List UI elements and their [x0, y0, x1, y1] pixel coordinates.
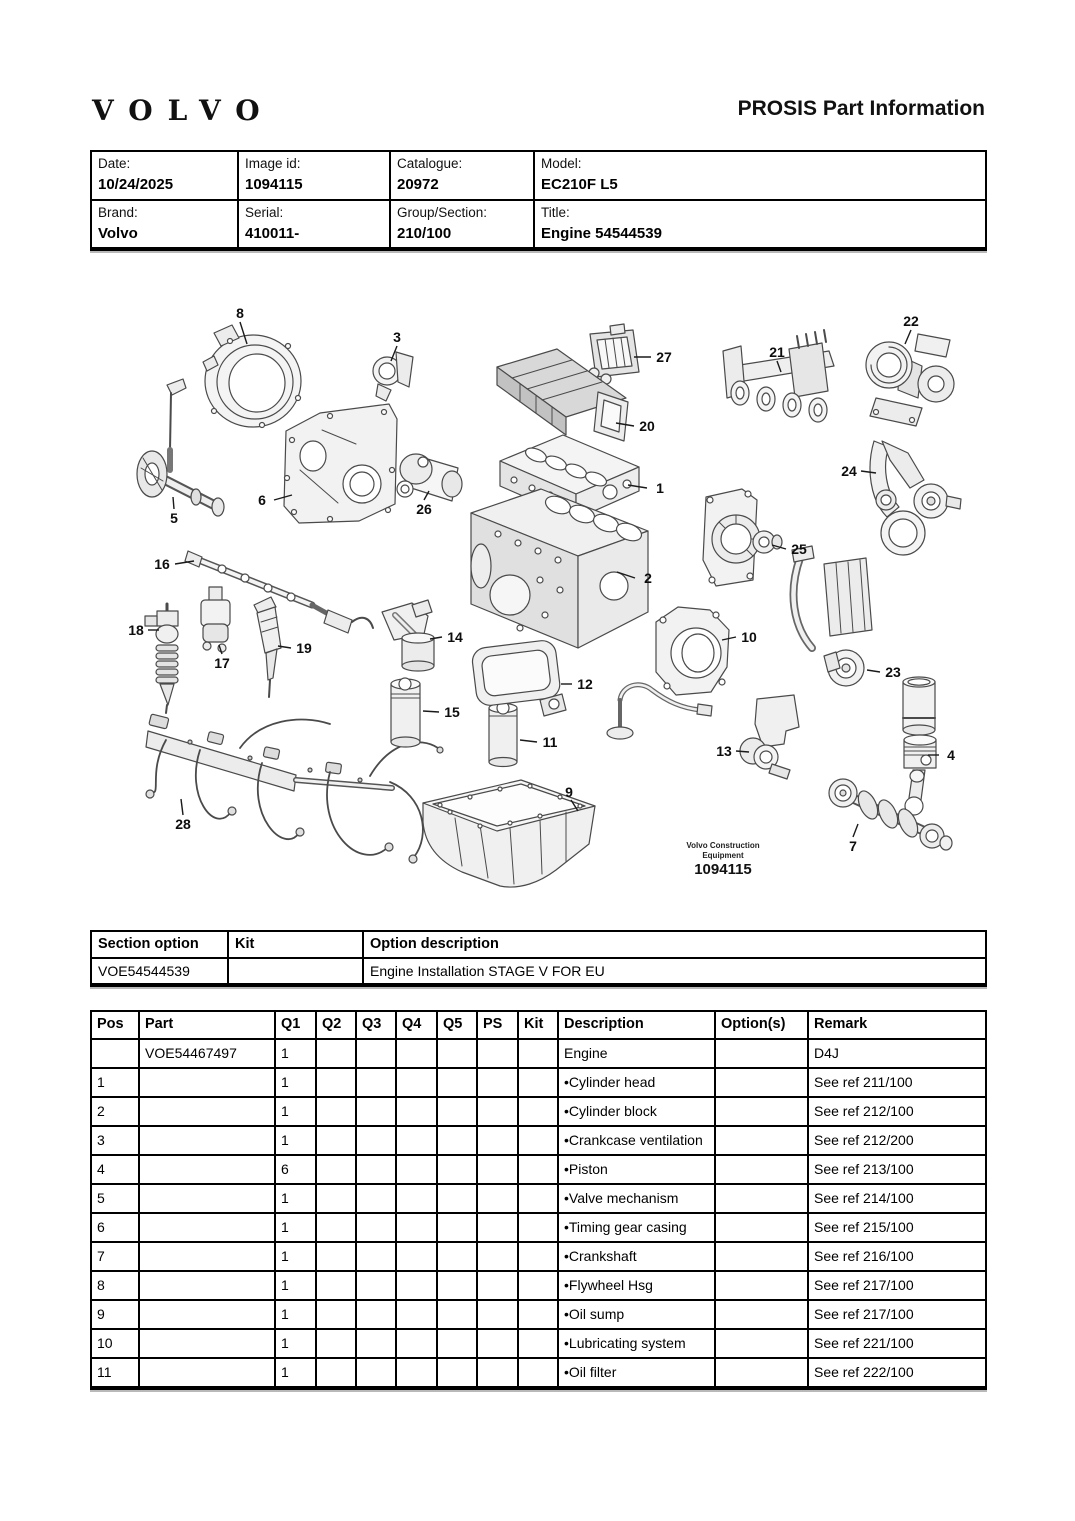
part-22-turbocharger	[866, 334, 954, 426]
col-header-kit: Kit	[518, 1011, 558, 1039]
table-cell: 8	[91, 1271, 139, 1300]
table-cell	[139, 1213, 275, 1242]
table-row	[91, 1271, 986, 1300]
part-19-injector	[254, 597, 281, 697]
table-cell	[139, 1300, 275, 1329]
part-13-bracket-mount	[740, 695, 799, 779]
callout-number-15: 15	[444, 704, 460, 720]
table-cell: •Cylinder block	[558, 1097, 715, 1126]
table-cell	[396, 1184, 437, 1213]
callout-number-20: 20	[639, 418, 655, 434]
table-row	[91, 1039, 986, 1068]
table-cell	[316, 1213, 356, 1242]
table-row	[91, 1184, 986, 1213]
callout-number-24: 24	[841, 463, 857, 479]
callout-number-11: 11	[542, 734, 558, 750]
callout-number-16: 16	[154, 556, 170, 572]
part-2-cylinder-block	[471, 489, 648, 648]
table-cell: See ref 222/100	[808, 1358, 986, 1388]
part-23-coolant-pump-assembly	[792, 546, 872, 686]
table-cell: VOE54467497	[139, 1039, 275, 1068]
table-cell: 1	[275, 1213, 316, 1242]
table-row	[91, 1358, 986, 1388]
table-cell	[139, 1097, 275, 1126]
table-cell	[715, 1358, 808, 1388]
col-header-kit: Kit	[228, 931, 363, 958]
table-row	[91, 1097, 986, 1126]
col-header-q1: Q1	[275, 1011, 316, 1039]
callout-number-26: 26	[416, 501, 432, 517]
table-cell	[715, 1242, 808, 1271]
table-cell: •Crankshaft	[558, 1242, 715, 1271]
table-cell	[437, 1358, 477, 1388]
table-cell	[356, 1213, 396, 1242]
info-cell-catalogue: Catalogue: 20972	[390, 151, 534, 200]
table-cell	[518, 1184, 558, 1213]
callout-number-27: 27	[656, 349, 672, 365]
table-cell	[715, 1068, 808, 1097]
table-cell	[518, 1126, 558, 1155]
table-cell	[518, 1068, 558, 1097]
table-cell	[316, 1155, 356, 1184]
callout-number-19: 19	[296, 640, 312, 656]
table-cell	[356, 1184, 396, 1213]
table-cell	[356, 1068, 396, 1097]
part-15-oil-filter-cartridge	[391, 678, 420, 747]
table-cell: 1	[275, 1068, 316, 1097]
table-cell: See ref 212/200	[808, 1126, 986, 1155]
table-cell	[316, 1358, 356, 1388]
table-cell	[477, 1213, 518, 1242]
part-6-timing-gear-plate	[284, 404, 397, 523]
col-header-q4: Q4	[396, 1011, 437, 1039]
table-cell: 6	[275, 1155, 316, 1184]
callout-number-17: 17	[214, 655, 230, 671]
table-cell	[396, 1155, 437, 1184]
watermark-image-id: 1094115	[694, 861, 752, 878]
table-cell	[316, 1300, 356, 1329]
table-cell: 1	[275, 1242, 316, 1271]
table-cell: Engine	[558, 1039, 715, 1068]
callout-number-6: 6	[258, 492, 266, 508]
table-row	[91, 1329, 986, 1358]
part-14-oil-filter-housing	[382, 600, 434, 671]
table-cell: •Oil sump	[558, 1300, 715, 1329]
table-cell	[396, 1097, 437, 1126]
table-cell	[477, 1300, 518, 1329]
table-cell	[518, 1329, 558, 1358]
table-cell	[477, 1155, 518, 1184]
callout-leader-5	[173, 497, 174, 509]
table-cell	[715, 1126, 808, 1155]
table-cell	[437, 1155, 477, 1184]
table-cell	[396, 1242, 437, 1271]
table-cell	[139, 1271, 275, 1300]
table-cell: See ref 212/100	[808, 1097, 986, 1126]
table-cell	[477, 1271, 518, 1300]
parts-list-table	[90, 1010, 987, 1390]
col-header-option-description: Option description	[363, 931, 986, 958]
callout-leader-15	[423, 711, 439, 712]
table-cell: •Oil filter	[558, 1358, 715, 1388]
callout-number-4: 4	[947, 747, 955, 763]
callout-number-22: 22	[903, 313, 919, 329]
watermark-brand-line2: Equipment	[702, 851, 744, 860]
table-row	[91, 958, 986, 985]
col-header-description: Description	[558, 1011, 715, 1039]
table-cell	[715, 1329, 808, 1358]
table-row	[91, 1155, 986, 1184]
col-header-section-option: Section option	[91, 931, 228, 958]
table-cell: •Timing gear casing	[558, 1213, 715, 1242]
table-cell	[477, 1068, 518, 1097]
table-cell: See ref 216/100	[808, 1242, 986, 1271]
table-cell	[715, 1271, 808, 1300]
table-cell: 4	[91, 1155, 139, 1184]
table-cell: 1	[275, 1126, 316, 1155]
table-cell	[228, 958, 363, 985]
callout-number-14: 14	[447, 629, 463, 645]
table-cell	[437, 1213, 477, 1242]
part-12-oil-cooler	[471, 639, 566, 716]
table-cell: See ref 217/100	[808, 1271, 986, 1300]
callout-leader-28	[181, 799, 183, 815]
table-row	[91, 1242, 986, 1271]
callout-number-18: 18	[128, 622, 144, 638]
part-27-thermostat-housing	[589, 324, 639, 384]
table-cell	[518, 1358, 558, 1388]
callout-number-25: 25	[791, 541, 807, 557]
table-cell	[139, 1358, 275, 1388]
table-cell	[396, 1271, 437, 1300]
table-cell	[437, 1300, 477, 1329]
table-cell: 1	[275, 1271, 316, 1300]
table-cell	[139, 1242, 275, 1271]
table-cell: •Valve mechanism	[558, 1184, 715, 1213]
table-cell: 10	[91, 1329, 139, 1358]
table-cell: •Piston	[558, 1155, 715, 1184]
info-cell-brand: Brand: Volvo	[91, 200, 238, 249]
col-header-remark: Remark	[808, 1011, 986, 1039]
callout-leader-11	[520, 740, 537, 742]
table-cell: 1	[91, 1068, 139, 1097]
table-cell	[356, 1126, 396, 1155]
callout-leader-22	[905, 330, 911, 344]
part-24-belt-tensioner	[870, 441, 961, 555]
table-cell	[518, 1097, 558, 1126]
callout-number-2: 2	[644, 570, 652, 586]
col-header-options: Option(s)	[715, 1011, 808, 1039]
table-cell	[396, 1300, 437, 1329]
table-cell	[437, 1242, 477, 1271]
table-cell	[477, 1329, 518, 1358]
watermark-brand-line1: Volvo Construction	[686, 841, 760, 850]
table-row	[91, 1300, 986, 1329]
table-cell	[356, 1039, 396, 1068]
part-25-alternator	[703, 489, 782, 586]
table-cell	[356, 1358, 396, 1388]
part-26-starter-motor	[397, 454, 462, 501]
table-cell: See ref 213/100	[808, 1155, 986, 1184]
table-cell	[715, 1039, 808, 1068]
part-17-pump-unit	[201, 587, 230, 652]
table-cell	[396, 1329, 437, 1358]
volvo-logo: VOLVO	[92, 94, 275, 127]
table-cell	[316, 1126, 356, 1155]
table-cell	[356, 1155, 396, 1184]
table-cell	[518, 1271, 558, 1300]
callout-number-1: 1	[656, 480, 664, 496]
section-option-header-row	[91, 931, 986, 958]
table-cell	[139, 1126, 275, 1155]
table-cell	[477, 1039, 518, 1068]
table-cell: VOE54544539	[91, 958, 228, 985]
table-cell	[139, 1184, 275, 1213]
table-cell	[477, 1126, 518, 1155]
table-cell	[477, 1358, 518, 1388]
table-cell	[437, 1068, 477, 1097]
table-cell	[437, 1329, 477, 1358]
section-option-table	[90, 930, 987, 987]
table-cell: 1	[275, 1039, 316, 1068]
part-11-oil-filter	[489, 702, 517, 767]
table-cell: 1	[275, 1358, 316, 1388]
table-cell	[396, 1039, 437, 1068]
col-header-q2: Q2	[316, 1011, 356, 1039]
table-cell	[437, 1097, 477, 1126]
callout-number-8: 8	[236, 305, 244, 321]
table-cell: D4J	[808, 1039, 986, 1068]
table-cell	[356, 1242, 396, 1271]
table-cell	[316, 1242, 356, 1271]
table-cell	[396, 1213, 437, 1242]
part-3-sensor	[373, 352, 413, 401]
table-cell: See ref 211/100	[808, 1068, 986, 1097]
info-cell-image-id: Image id: 1094115	[238, 151, 390, 200]
part-8-flywheel-housing	[203, 325, 301, 428]
col-header-part: Part	[139, 1011, 275, 1039]
table-cell	[139, 1329, 275, 1358]
table-cell: 3	[91, 1126, 139, 1155]
table-cell: 1	[275, 1097, 316, 1126]
table-cell	[437, 1126, 477, 1155]
table-cell	[316, 1271, 356, 1300]
table-cell	[316, 1068, 356, 1097]
table-cell	[396, 1358, 437, 1388]
table-cell	[316, 1097, 356, 1126]
table-cell: Engine Installation STAGE V FOR EU	[363, 958, 986, 985]
part-10-oil-pump	[656, 607, 729, 695]
table-cell	[715, 1097, 808, 1126]
table-cell: 11	[91, 1358, 139, 1388]
table-cell	[518, 1213, 558, 1242]
table-cell	[356, 1271, 396, 1300]
callout-leader-23	[867, 670, 880, 672]
callout-leader-7	[853, 824, 858, 837]
table-cell: •Cylinder head	[558, 1068, 715, 1097]
table-cell	[396, 1068, 437, 1097]
table-cell	[518, 1242, 558, 1271]
table-cell: 1	[275, 1300, 316, 1329]
callout-number-12: 12	[577, 676, 593, 692]
table-cell	[518, 1300, 558, 1329]
col-header-ps: PS	[477, 1011, 518, 1039]
info-cell-date: Date: 10/24/2025	[91, 151, 238, 200]
callout-number-5: 5	[170, 510, 178, 526]
parts-table-header-row	[91, 1011, 986, 1039]
part-4-piston-liner-rod	[903, 677, 936, 815]
callout-number-21: 21	[769, 344, 785, 360]
col-header-pos: Pos	[91, 1011, 139, 1039]
table-cell	[477, 1242, 518, 1271]
table-cell	[396, 1126, 437, 1155]
callout-number-13: 13	[716, 743, 732, 759]
part-18-injector	[145, 604, 178, 713]
table-cell	[437, 1184, 477, 1213]
table-cell	[91, 1039, 139, 1068]
table-cell	[715, 1300, 808, 1329]
table-row	[91, 1068, 986, 1097]
table-row	[91, 1126, 986, 1155]
table-cell	[715, 1155, 808, 1184]
table-cell	[356, 1329, 396, 1358]
table-cell: 5	[91, 1184, 139, 1213]
table-cell	[139, 1155, 275, 1184]
table-cell	[437, 1039, 477, 1068]
table-cell	[518, 1155, 558, 1184]
table-cell	[715, 1213, 808, 1242]
table-cell: 1	[275, 1329, 316, 1358]
table-cell	[316, 1329, 356, 1358]
col-header-q5: Q5	[437, 1011, 477, 1039]
table-cell: 2	[91, 1097, 139, 1126]
table-cell	[356, 1300, 396, 1329]
table-cell: See ref 214/100	[808, 1184, 986, 1213]
callout-number-23: 23	[885, 664, 901, 680]
callout-number-10: 10	[741, 629, 757, 645]
table-cell	[477, 1184, 518, 1213]
table-cell	[316, 1184, 356, 1213]
info-cell-title: Title: Engine 54544539	[534, 200, 986, 249]
table-cell	[316, 1039, 356, 1068]
table-cell: •Lubricating system	[558, 1329, 715, 1358]
callout-number-3: 3	[393, 329, 401, 345]
info-cell-group-section: Group/Section: 210/100	[390, 200, 534, 249]
callout-number-7: 7	[849, 838, 857, 854]
table-cell: 1	[275, 1184, 316, 1213]
table-cell: 6	[91, 1213, 139, 1242]
table-cell: •Crankcase ventilation	[558, 1126, 715, 1155]
table-cell: See ref 217/100	[808, 1300, 986, 1329]
part-7-crankshaft	[829, 779, 952, 850]
page-title: PROSIS Part Information	[737, 97, 985, 120]
table-cell	[477, 1097, 518, 1126]
info-cell-serial: Serial: 410011-	[238, 200, 390, 249]
table-cell	[139, 1068, 275, 1097]
table-cell: 7	[91, 1242, 139, 1271]
table-cell	[437, 1271, 477, 1300]
table-cell	[715, 1184, 808, 1213]
callout-leader-13	[736, 751, 749, 752]
callout-number-9: 9	[565, 784, 573, 800]
table-cell	[518, 1039, 558, 1068]
table-cell: See ref 221/100	[808, 1329, 986, 1358]
table-cell: 9	[91, 1300, 139, 1329]
info-cell-model: Model: EC210F L5	[534, 151, 986, 200]
table-row	[91, 1213, 986, 1242]
table-cell: See ref 215/100	[808, 1213, 986, 1242]
table-cell: •Flywheel Hsg	[558, 1271, 715, 1300]
callout-number-28: 28	[175, 816, 191, 832]
col-header-q3: Q3	[356, 1011, 396, 1039]
table-cell	[356, 1097, 396, 1126]
